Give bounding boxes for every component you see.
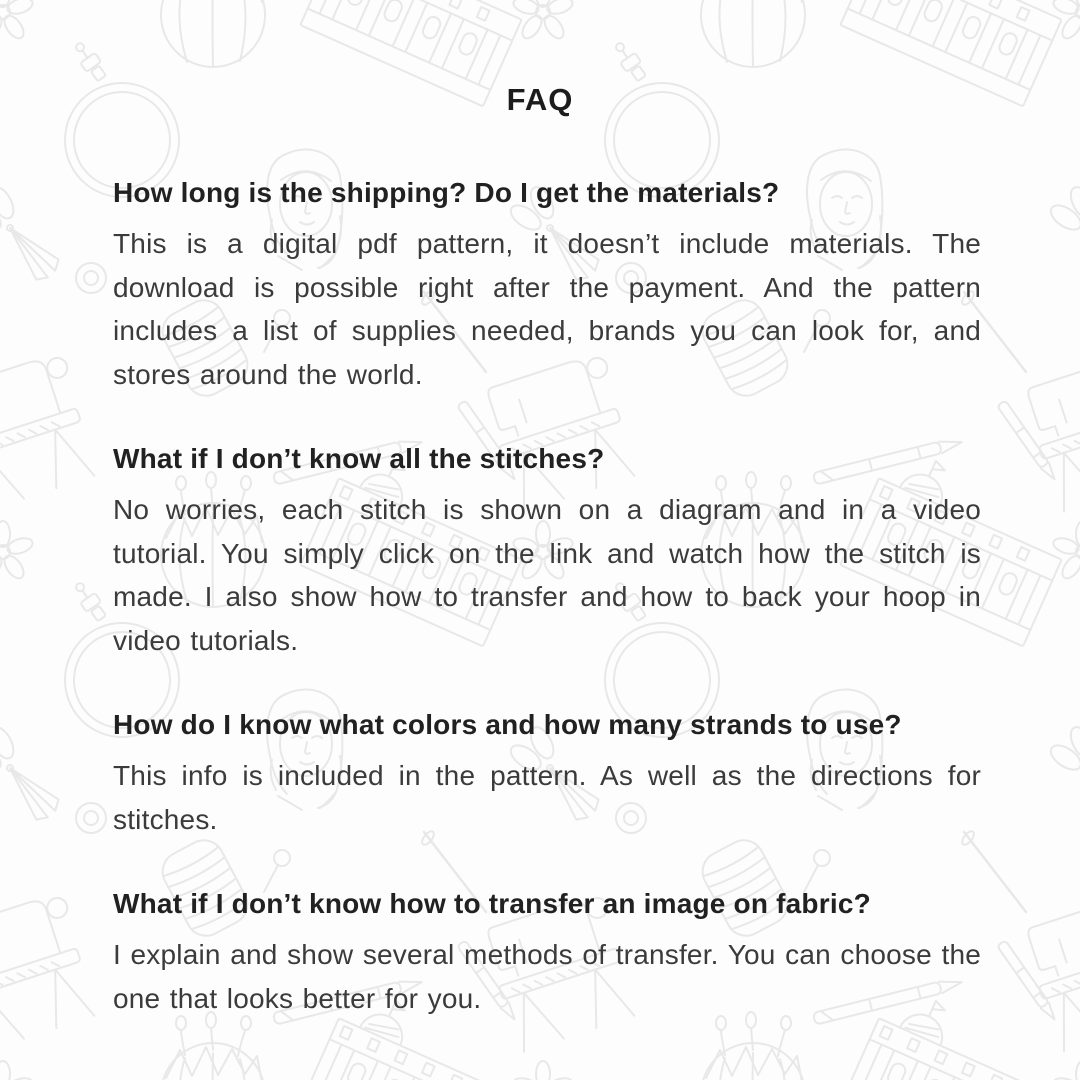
- faq-answer: No worries, each stitch is shown on a diagram and in a video tutorial. You simply click on the link and watch how the stitch is made. I also show how to transfer and how to back your hoop in video tutorials.: [113, 494, 981, 656]
- faq-question: How do I know what colors and how many strands to use?: [113, 709, 902, 740]
- faq-item-colors-strands: [113, 708, 981, 841]
- page-title: FAQ: [506, 82, 574, 117]
- faq-answer: I explain and show several methods of transfer. You can choose the one that looks better for you.: [113, 939, 981, 1014]
- faq-answer: This is a digital pdf pattern, it doesn’t include materials. The download is possible right after the payment. And the pattern includes a list of supplies needed, brands you can look for, and stores around the world.: [113, 228, 981, 390]
- faq-item-shipping: [113, 176, 981, 396]
- faq-item-stitches: [113, 442, 981, 662]
- faq-item-transfer: [113, 887, 981, 1020]
- faq-list: [113, 176, 981, 1066]
- faq-answer: This info is included in the pattern. As well as the directions for stitches.: [113, 760, 981, 835]
- faq-question: What if I don’t know how to transfer an image on fabric?: [113, 888, 871, 919]
- faq-question: How long is the shipping? Do I get the materials?: [113, 177, 780, 208]
- faq-question: What if I don’t know all the stitches?: [113, 443, 605, 474]
